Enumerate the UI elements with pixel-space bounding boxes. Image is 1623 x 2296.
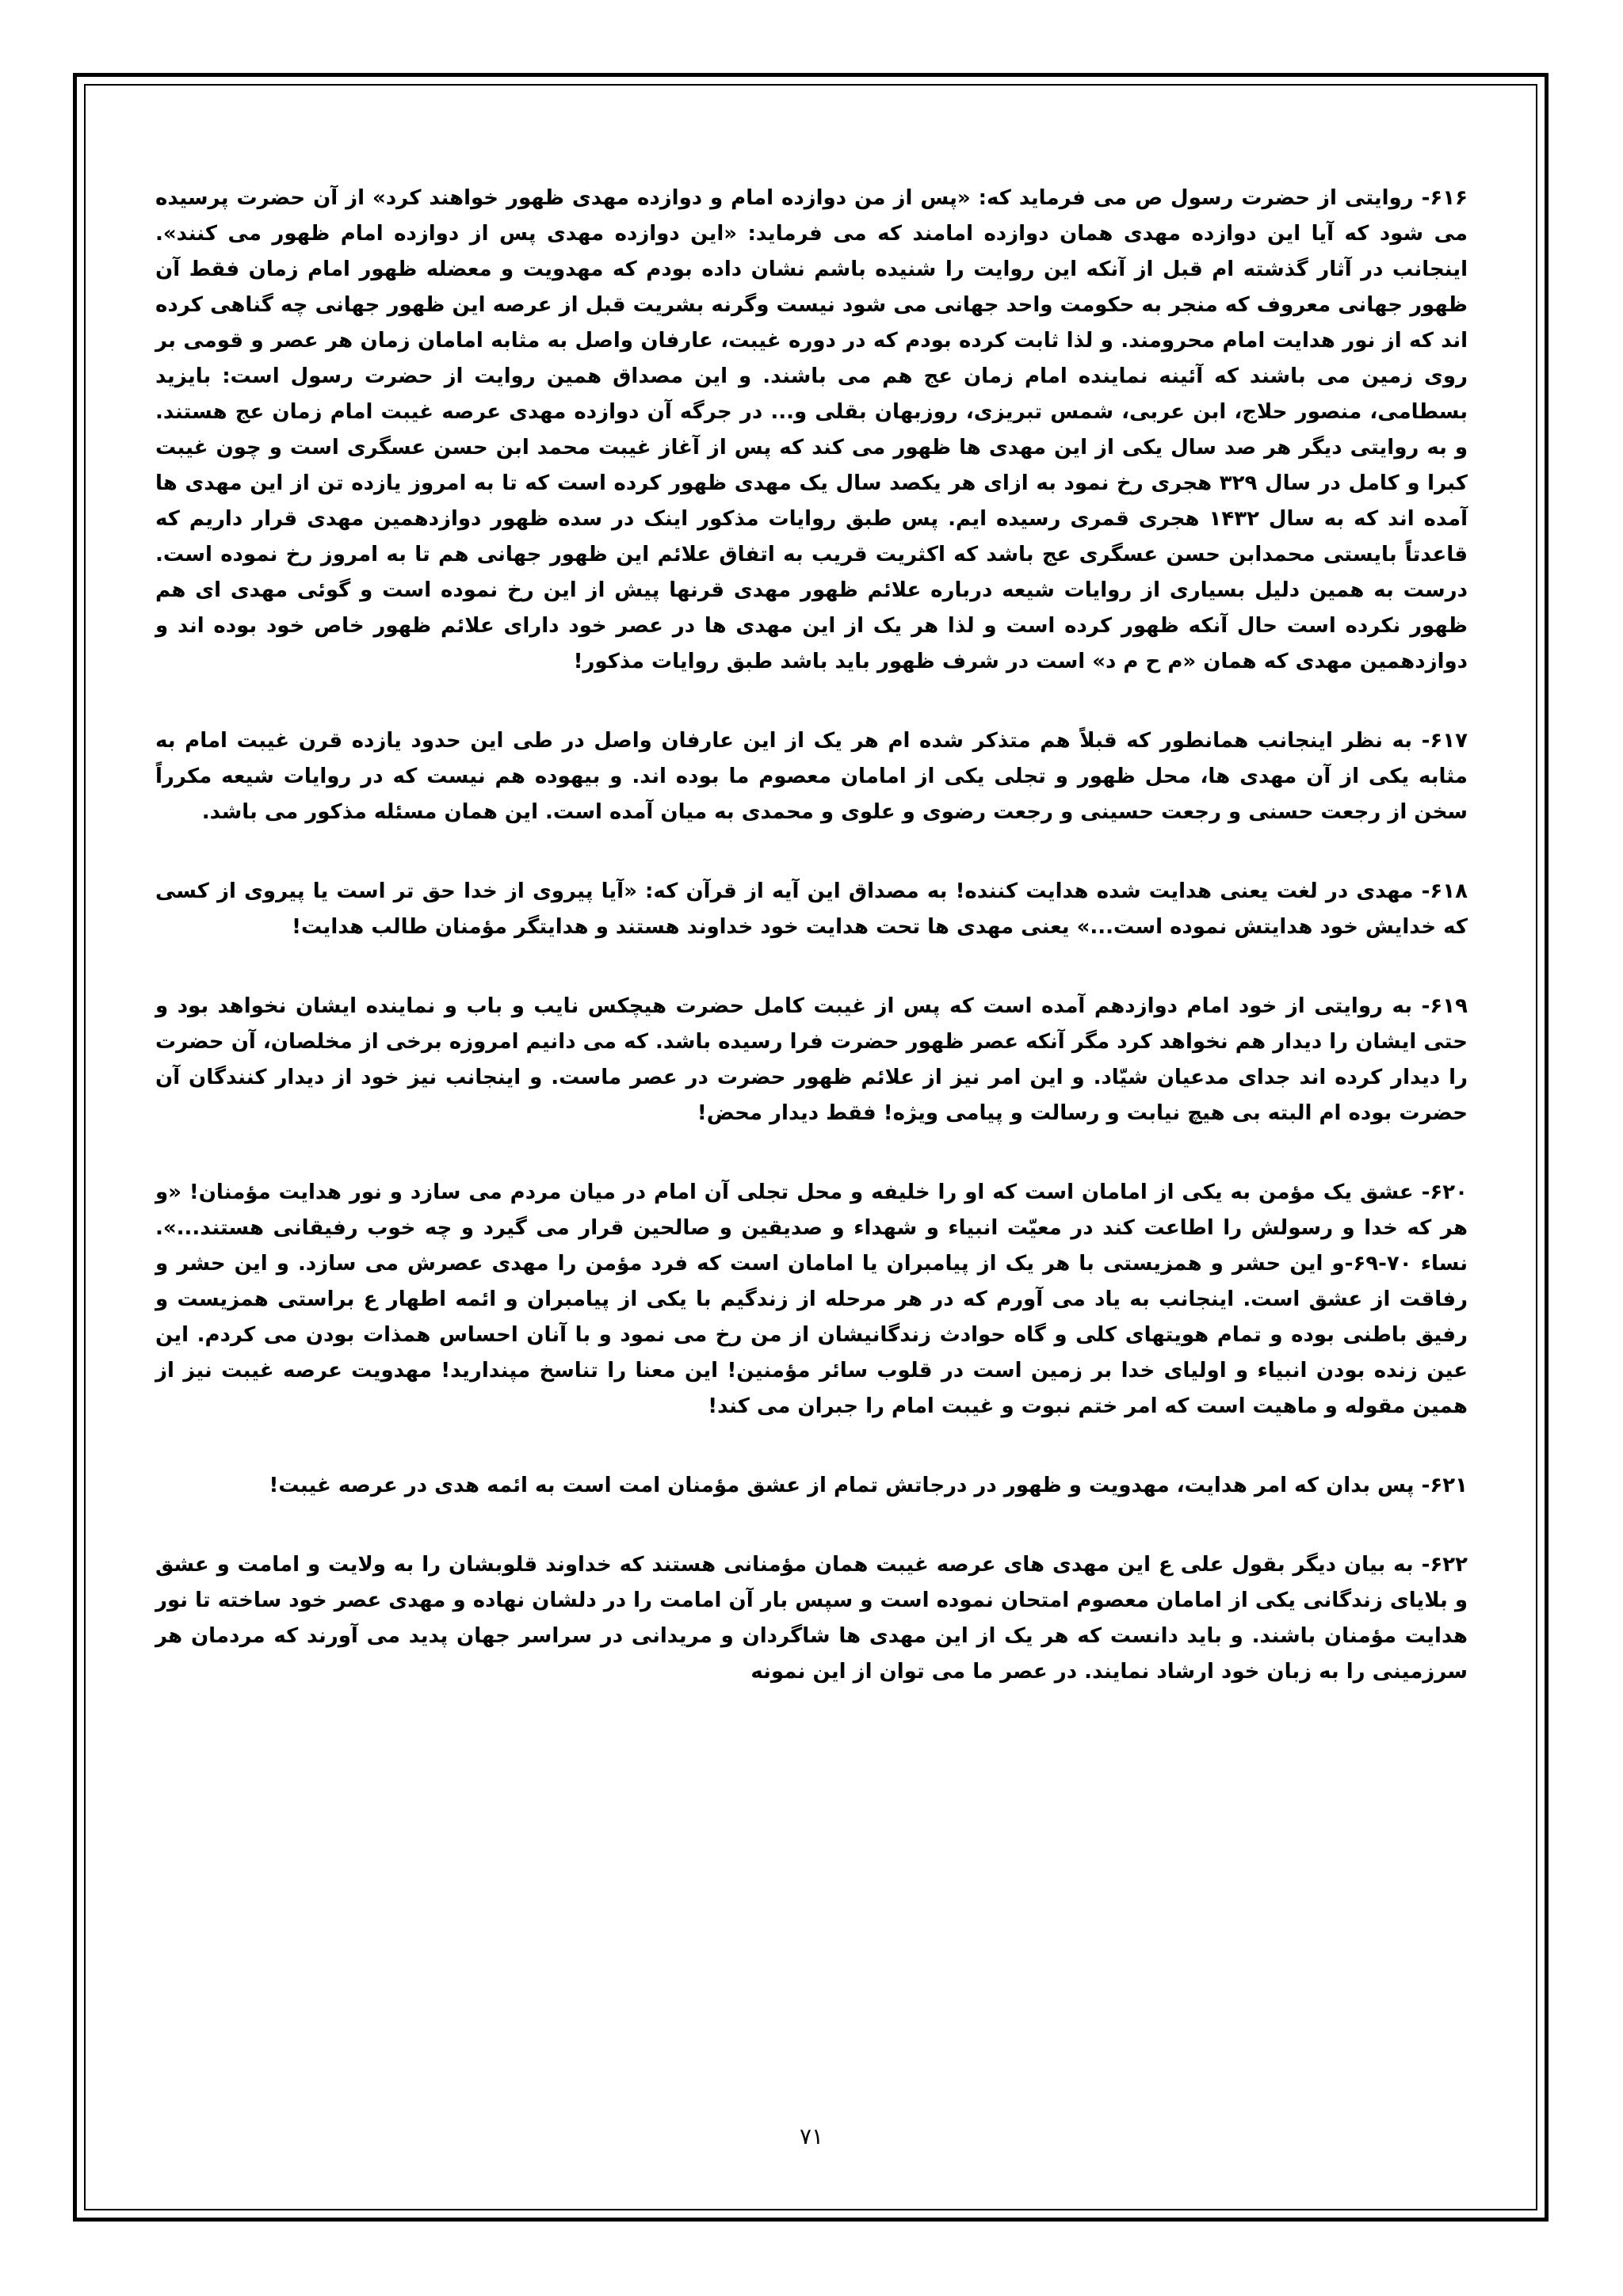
- paragraph-text: ۶۲۰- عشق یک مؤمن به یکی از امامان است که او را خلیفه و محل تجلی آن امام در میان مردم می سازد و نور هدایت مؤمنان! «و هر که خدا و رسولش را اطاعت کند در معیّت انبیاء و شهداء و صدیقین و صالحین قرار می گیرد و چه خوب رفیقانی هستند...». نساء ۷۰-۶۹-و این حشر و همزیستی با هر یک از پیامبران یا امامان است که فرد مؤمن را مهدی عصرش می سازد. و این حشر و رفاقت از عشق است. اینجانب به یاد می آورم که در هر مرحله از زندگیم با یکی از پیامبران و ائمه اطهار ع براستی همزیست و رفیق باطنی بوده و تمام هویتهای کلی و گاه حوادث زندگانیشان از من رخ می نمود و با آنان احساس همذات بودن می کردم. این عین زنده بودن انبیاء و اولیای خدا بر زمین است در قلوب سائر مؤمنین! این معنا را تناسخ مپندارید! مهدویت عرصه غیبت نیز از همین مقوله و ماهیت است که امر ختم نبوت و غیبت امام را جبران می کند!: [155, 1180, 1468, 1418]
- paragraph-620: [155, 1175, 1468, 1425]
- paragraph-619: [155, 989, 1468, 1131]
- paragraph-text: ۶۱۸- مهدی در لغت یعنی هدایت شده هدایت کننده! به مصداق این آیه از قرآن که: «آیا پیروی از خدا حق تر است یا پیروی از کسی که خدایش خود هدایتش نموده است...» یعنی مهدی ها تحت هدایت خود خداوند هستند و هدایتگر مؤمنان طالب هدایت!: [155, 879, 1468, 939]
- paragraph-618: [155, 874, 1468, 945]
- paragraph-616: [155, 181, 1468, 680]
- paragraph-621: [155, 1468, 1468, 1504]
- page-number: ۷۱: [799, 2123, 824, 2149]
- paragraph-text: ۶۱۷- به نظر اینجانب همانطور که قبلاً هم متذکر شده ام هر یک از این عارفان واصل در طی این حدود یازده قرن غیبت امام به مثابه یکی از آن مهدی ها، محل ظهور و تجلی یکی از امامان معصوم ما بوده اند. و بیهوده هم نیست که در روایات شیعه مکرراً سخن از رجعت حسنی و رجعت حسینی و رجعت رضوی و علوی و محمدی به میان آمده است. این همان مسئله مذکور می باشد.: [155, 729, 1468, 824]
- paragraph-text: ۶۲۱- پس بدان که امر هدایت، مهدویت و ظهور در درجاتش تمام از عشق مؤمنان امت است به ائمه هدی در عرصه غیبت!: [269, 1474, 1468, 1497]
- paragraph-text: ۶۱۹- به روایتی از خود امام دوازدهم آمده است که پس از غیبت کامل حضرت هیچکس نایب و باب و نماینده ایشان نخواهد بود و حتی ایشان را دیدار هم نخواهد کرد مگر آنکه عصر ظهور حضرت فرا رسیده باشد. که می دانیم امروزه برخی از مخلصان، آن حضرت را دیدار کرده اند جدای مدعیان شیّاد. و این امر نیز از علائم ظهور حضرت در عصر ماست. و اینجانب نیز خود از دیدار کنندگان آن حضرت بوده ام البته بی هیچ نیابت و رسالت و پیامی ویژه! فقط دیدار محض!: [155, 994, 1468, 1125]
- paragraph-617: [155, 723, 1468, 830]
- document-body: [155, 181, 1468, 1733]
- paragraph-text: ۶۲۲- به بیان دیگر بقول علی ع این مهدی های عرصه غیبت همان مؤمنانی هستند که خداوند قلوبشان را به ولایت و امامت و عشق و بلایای زندگانی یکی از امامان معصوم امتحان نموده است و سپس بار آن امامت را در دلشان نهاده و مهدی عصر خود ساخته تا نور هدایت مؤمنان باشند. و باید دانست که هر یک از این مهدی ها شاگردان و مریدانی در سراسر جهان پدید می آورند که مردمان هر سرزمینی را به زبان خود ارشاد نمایند. در عصر ما می توان از این نمونه: [155, 1553, 1468, 1684]
- paragraph-text: ۶۱۶- روایتی از حضرت رسول ص می فرماید که: «پس از من دوازده امام و دوازده مهدی ظهور خواهند کرد» از آن حضرت پرسیده می شود که آیا این دوازده مهدی همان دوازده امامند که می فرماید: «این دوازده مهدی پس از دوازده امام ظهور می کنند». اینجانب در آثار گذشته ام قبل از آنکه این روایت را شنیده باشم نشان داده بودم که مهدویت و معضله ظهور امام زمان فقط آن ظهور جهانی معروف که منجر به حکومت واحد جهانی می شود نیست وگرنه بشریت قبل از عرصه این ظهور جهانی چه گناهی کرده اند که از نور هدایت امام محرومند. و لذا ثابت کرده بودم که در دوره غیبت، عارفان واصل به مثابه امامان زمان هر عصر و قومی بر روی زمین می باشند که آئینه نماینده امام زمان عج هم می باشند. و این مصداق همین روایت از حضرت رسول است: بایزید بسطامی، منصور حلاج، ابن عربی، شمس تبریزی، روزبهان بقلی و... در جرگه آن دوازده مهدی عرصه غیبت امام زمان عج هستند. و به روایتی دیگر هر صد سال یکی از این مهدی ها ظهور می کند که پس از آغاز غیبت محمد ابن حسن عسگری است و چون غیبت کبرا و کامل در سال ۳۲۹ هجری رخ نمود به ازای هر یکصد سال یک مهدی ظهور کرده است که تا به امروز یازده تن از این مهدی ها آمده اند که به سال ۱۴۳۲ هجری قمری رسیده ایم. پس طبق روایات مذکور اینک در سده ظهور دوازدهمین مهدی قرار داریم که قاعدتاً بایستی محمدابن حسن عسگری عج باشد که اکثریت قریب به اتفاق علائم این ظهور جهانی هم تا به امروز رخ نموده است. درست به همین دلیل بسیاری از روایات شیعه درباره علائم ظهور مهدی قرنها پیش از این رخ نموده است و گوئی مهدی ای هم ظهور نکرده است حال آنکه ظهور کرده است و لذا هر یک از این مهدی ها در عصر خود دارای علائم ظهور خاص خود بوده اند و دوازدهمین مهدی که همان «م ح م د» است در شرف ظهور باید باشد طبق روایات مذکور!: [155, 186, 1468, 673]
- paragraph-622: [155, 1547, 1468, 1690]
